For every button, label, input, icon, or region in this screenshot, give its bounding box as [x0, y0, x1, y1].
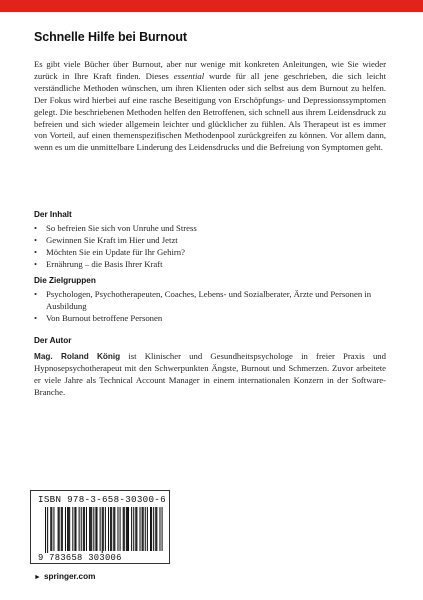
barcode-bar	[79, 507, 80, 551]
barcode-bar	[113, 507, 114, 551]
barcode-bar	[102, 507, 103, 555]
barcode-bar	[159, 507, 160, 551]
barcode-bar	[83, 507, 84, 551]
page-title: Schnelle Hilfe bei Burnout	[34, 30, 187, 44]
list-item: • Psychologen, Psychotherapeuten, Coaches, Lebens- und Sozialberater, Ärzte und Personen in Ausbildung	[34, 289, 386, 313]
list-item: • Möchten Sie ein Update für Ihr Gehirn?	[34, 247, 386, 259]
barcode-bar	[155, 507, 156, 551]
author-paragraph	[34, 351, 386, 399]
barcode-bar	[90, 507, 91, 551]
barcode-bar	[67, 507, 68, 551]
barcode-bar	[145, 507, 146, 551]
barcode-bar	[108, 507, 109, 551]
barcode-bar	[89, 507, 90, 551]
barcode-bar	[58, 507, 59, 551]
barcode-bar	[69, 507, 70, 551]
arrow-icon: ►	[34, 574, 41, 581]
barcode-bar	[86, 507, 87, 551]
accent-bar	[0, 0, 423, 12]
barcode-bar	[75, 507, 76, 551]
inhalt-list	[34, 223, 386, 271]
barcode-bar	[51, 507, 52, 551]
barcode-digits: 9 783658 303006	[38, 553, 166, 563]
barcode-bar	[133, 507, 134, 551]
barcode-panel	[30, 490, 170, 564]
barcode-bar	[50, 507, 51, 551]
zielgruppen-heading: Die Zielgruppen	[34, 276, 96, 285]
barcode-bar	[65, 507, 66, 551]
barcode-bar	[156, 507, 157, 551]
barcode-bar	[147, 507, 148, 551]
barcode-bar	[100, 507, 101, 551]
list-item: • Gewinnen Sie Kraft im Hier und Jetzt	[34, 235, 386, 247]
barcode-bar	[143, 507, 144, 551]
barcode-bar	[91, 507, 92, 551]
barcode-image	[31, 507, 171, 555]
barcode-bar	[53, 507, 54, 551]
barcode-bar	[140, 507, 141, 551]
barcode-bar	[135, 507, 136, 551]
barcode-bar	[84, 507, 85, 551]
barcode-bar	[126, 507, 127, 551]
barcode-bar	[162, 507, 163, 551]
author-name: Mag. Roland König	[34, 352, 121, 361]
barcode-bar	[153, 507, 154, 551]
intro-paragraph	[34, 59, 386, 154]
intro-essential-word: essential	[173, 70, 205, 81]
barcode-bar	[114, 507, 115, 551]
barcode-bar	[61, 507, 62, 551]
barcode-bar	[136, 507, 137, 551]
barcode-bar	[128, 507, 129, 551]
barcode-bar	[111, 507, 112, 551]
barcode-bar	[45, 507, 46, 555]
list-item: • Von Burnout betroffene Personen	[34, 313, 386, 325]
publisher-website[interactable]: springer.com	[43, 572, 96, 581]
publisher-footer	[34, 572, 95, 581]
barcode-bar	[117, 507, 118, 551]
barcode-bar	[150, 507, 151, 551]
barcode-bar	[59, 507, 60, 551]
list-item: • So befreien Sie sich von Unruhe und Stress	[34, 223, 386, 235]
barcode-bar	[95, 507, 96, 551]
barcode-bar	[131, 507, 132, 551]
author-bio: ist Klinischer und Gesundheitspsychologe in freier Praxis und Hypnosepsychotherapeut mit den Schwerpunkten Ängste, Burnout und Schmerzen. Zuvor arbeitete er viele Jahre als Technical Account Manager in einem internationalen Konzern in der Software-Branche.	[34, 351, 386, 397]
barcode-bar	[142, 507, 143, 551]
barcode-bar	[81, 507, 82, 551]
barcode-bar	[96, 507, 97, 551]
barcode-bar	[62, 507, 63, 551]
list-item: • Ernährung – die Basis Ihrer Kraft	[34, 259, 386, 271]
barcode-bar	[47, 507, 48, 555]
barcode-bar	[127, 507, 128, 551]
barcode-bar	[72, 507, 73, 551]
barcode-bar	[103, 507, 104, 551]
zielgruppen-list	[34, 289, 386, 325]
autor-heading: Der Autor	[34, 336, 72, 345]
barcode-bar	[123, 507, 124, 551]
barcode-bar	[124, 507, 125, 551]
barcode-bar	[120, 507, 121, 551]
intro-text-1: Es gibt viele Bücher über Burnout, aber nur wenige mit konkreten Anleitungen, wie Sie wieder zurück in Ihre Kraft finden. Dieses	[34, 59, 386, 81]
barcode-bar	[68, 507, 69, 551]
inhalt-heading: Der Inhalt	[34, 210, 72, 219]
barcode-bar	[93, 507, 94, 551]
barcode-bar	[151, 507, 152, 551]
intro-text-2: wurde für all jene geschrieben, die sich leicht verständliche Methoden wünschen, um ihren Klienten oder sich selbst aus dem Burnout zu helfen. Der Fokus wird hierbei auf eine rasche Beseitigung von Erschöpfungs- und Depressionssymptomen gelegt. Die beschriebenen Methoden helfen den Betroffenen, sich schnell aus ihrem Leidensdruck zu befreien und sich wieder allgemein leichter und glücklicher zu fühlen. Als Therapeut ist es immer von Vorteil, auf einen themenspezifischen Methodenpool zurückgreifen zu können. Vor allem dann, wenn es um die unmittelbare Linderung des Leidensdrucks und die Befreiung von Symptomen geht.	[34, 70, 386, 153]
barcode-bar	[110, 507, 111, 551]
isbn-label: ISBN 978-3-658-30300-6	[38, 494, 166, 505]
barcode-bar	[74, 507, 75, 551]
barcode-bar	[105, 507, 106, 551]
